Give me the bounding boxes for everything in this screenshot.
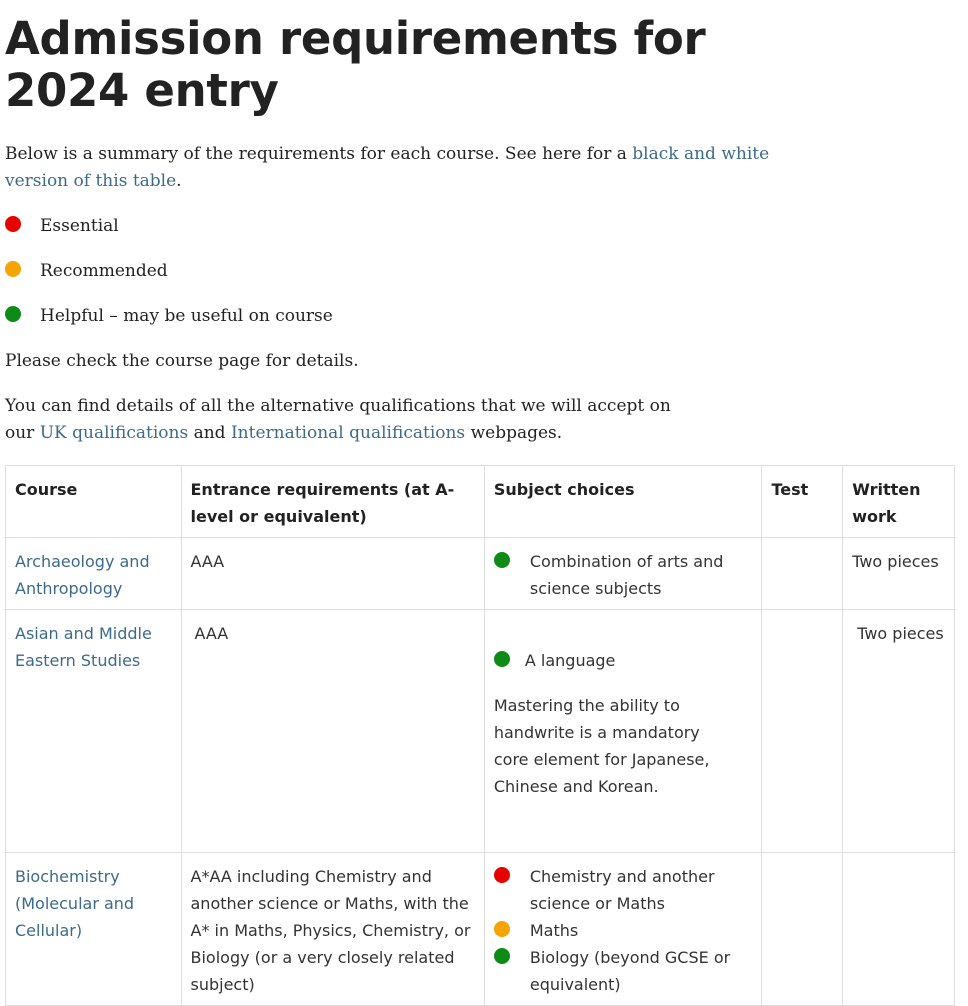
course-cell (6, 853, 182, 1006)
green-dot-icon (5, 306, 21, 322)
written-work-cell: Two pieces (843, 610, 955, 853)
entrance-cell: A*AA including Chemistry and another science or Maths, with the A* in Maths, Physics, Chemistry, or Biology (or a very closely related subject) (181, 853, 484, 1006)
header-written-work: Written work (843, 466, 955, 538)
red-dot-icon (5, 216, 21, 232)
uk-qualifications-link[interactable]: UK qualifications (39, 423, 189, 443)
green-dot-icon (494, 948, 510, 964)
international-qualifications-link[interactable]: International qualifications (230, 423, 466, 443)
intro-paragraph (5, 141, 835, 195)
course-cell (6, 538, 182, 610)
subject-item (494, 647, 753, 674)
subject-label: Biology (beyond GCSE or equivalent) (529, 948, 731, 994)
subject-item (494, 548, 753, 602)
orange-dot-icon (5, 261, 21, 277)
subjects-cell (484, 853, 762, 1006)
test-cell (762, 853, 843, 1006)
course-cell (6, 610, 182, 853)
course-link-archaeology[interactable]: Archaeology and Anthropology (15, 552, 150, 598)
red-dot-icon (494, 867, 510, 883)
requirements-table (5, 465, 955, 1006)
entrance-cell: AAA (181, 610, 484, 853)
entrance-cell: AAA (181, 538, 484, 610)
subject-label: Combination of arts and science subjects (529, 552, 724, 598)
page-content (0, 10, 968, 1006)
legend-label: Recommended (40, 261, 168, 281)
intro-text: Below is a summary of the requirements for each course. See here for a (5, 144, 633, 164)
page-title: Admission requirements for 2024 entry (5, 12, 706, 117)
subject-item (494, 863, 753, 917)
alt-text: webpages. (465, 423, 563, 443)
test-cell (762, 610, 843, 853)
legend-item-helpful (5, 303, 968, 348)
written-work-cell (843, 853, 955, 1006)
green-dot-icon (494, 651, 510, 667)
table-row (6, 538, 955, 610)
subjects-cell (484, 538, 762, 610)
subject-label: Maths (529, 921, 579, 940)
table-row (6, 853, 955, 1006)
legend-label: Helpful – may be useful on course (40, 306, 333, 326)
test-cell (762, 538, 843, 610)
header-subject-choices: Subject choices (484, 466, 762, 538)
table-header-row (6, 466, 955, 538)
alt-text: You can find details of all the alternative qualifications that we will accept on our (5, 396, 671, 443)
header-course: Course (6, 466, 182, 538)
course-link-biochemistry[interactable]: Biochemistry (Molecular and Cellular) (15, 867, 135, 940)
written-work-cell: Two pieces (843, 538, 955, 610)
subject-label: A language (524, 651, 616, 670)
subject-label: Chemistry and another science or Maths (529, 867, 715, 913)
subject-note: Mastering the ability to handwrite is a mandatory core element for Japanese, Chinese and Korean. (493, 696, 710, 796)
legend-item-recommended (5, 258, 968, 303)
alternative-qualifications-paragraph (5, 393, 695, 447)
orange-dot-icon (494, 921, 510, 937)
subject-item (494, 917, 753, 944)
green-dot-icon (494, 552, 510, 568)
legend (5, 213, 968, 348)
check-course-page-text: Please check the course page for details. (5, 351, 359, 371)
intro-end: . (176, 171, 182, 191)
legend-item-essential (5, 213, 968, 258)
legend-label: Essential (40, 216, 119, 236)
black-and-white-version-link[interactable]: black and white version of this table (5, 144, 770, 191)
course-link-asian-middle-eastern[interactable]: Asian and Middle Eastern Studies (15, 624, 152, 670)
alt-text: and (188, 423, 231, 443)
header-entrance-requirements: Entrance requirements (at A-level or equivalent) (181, 466, 484, 538)
subject-item (494, 944, 753, 998)
header-test: Test (762, 466, 843, 538)
subjects-cell (484, 610, 762, 853)
table-row (6, 610, 955, 853)
